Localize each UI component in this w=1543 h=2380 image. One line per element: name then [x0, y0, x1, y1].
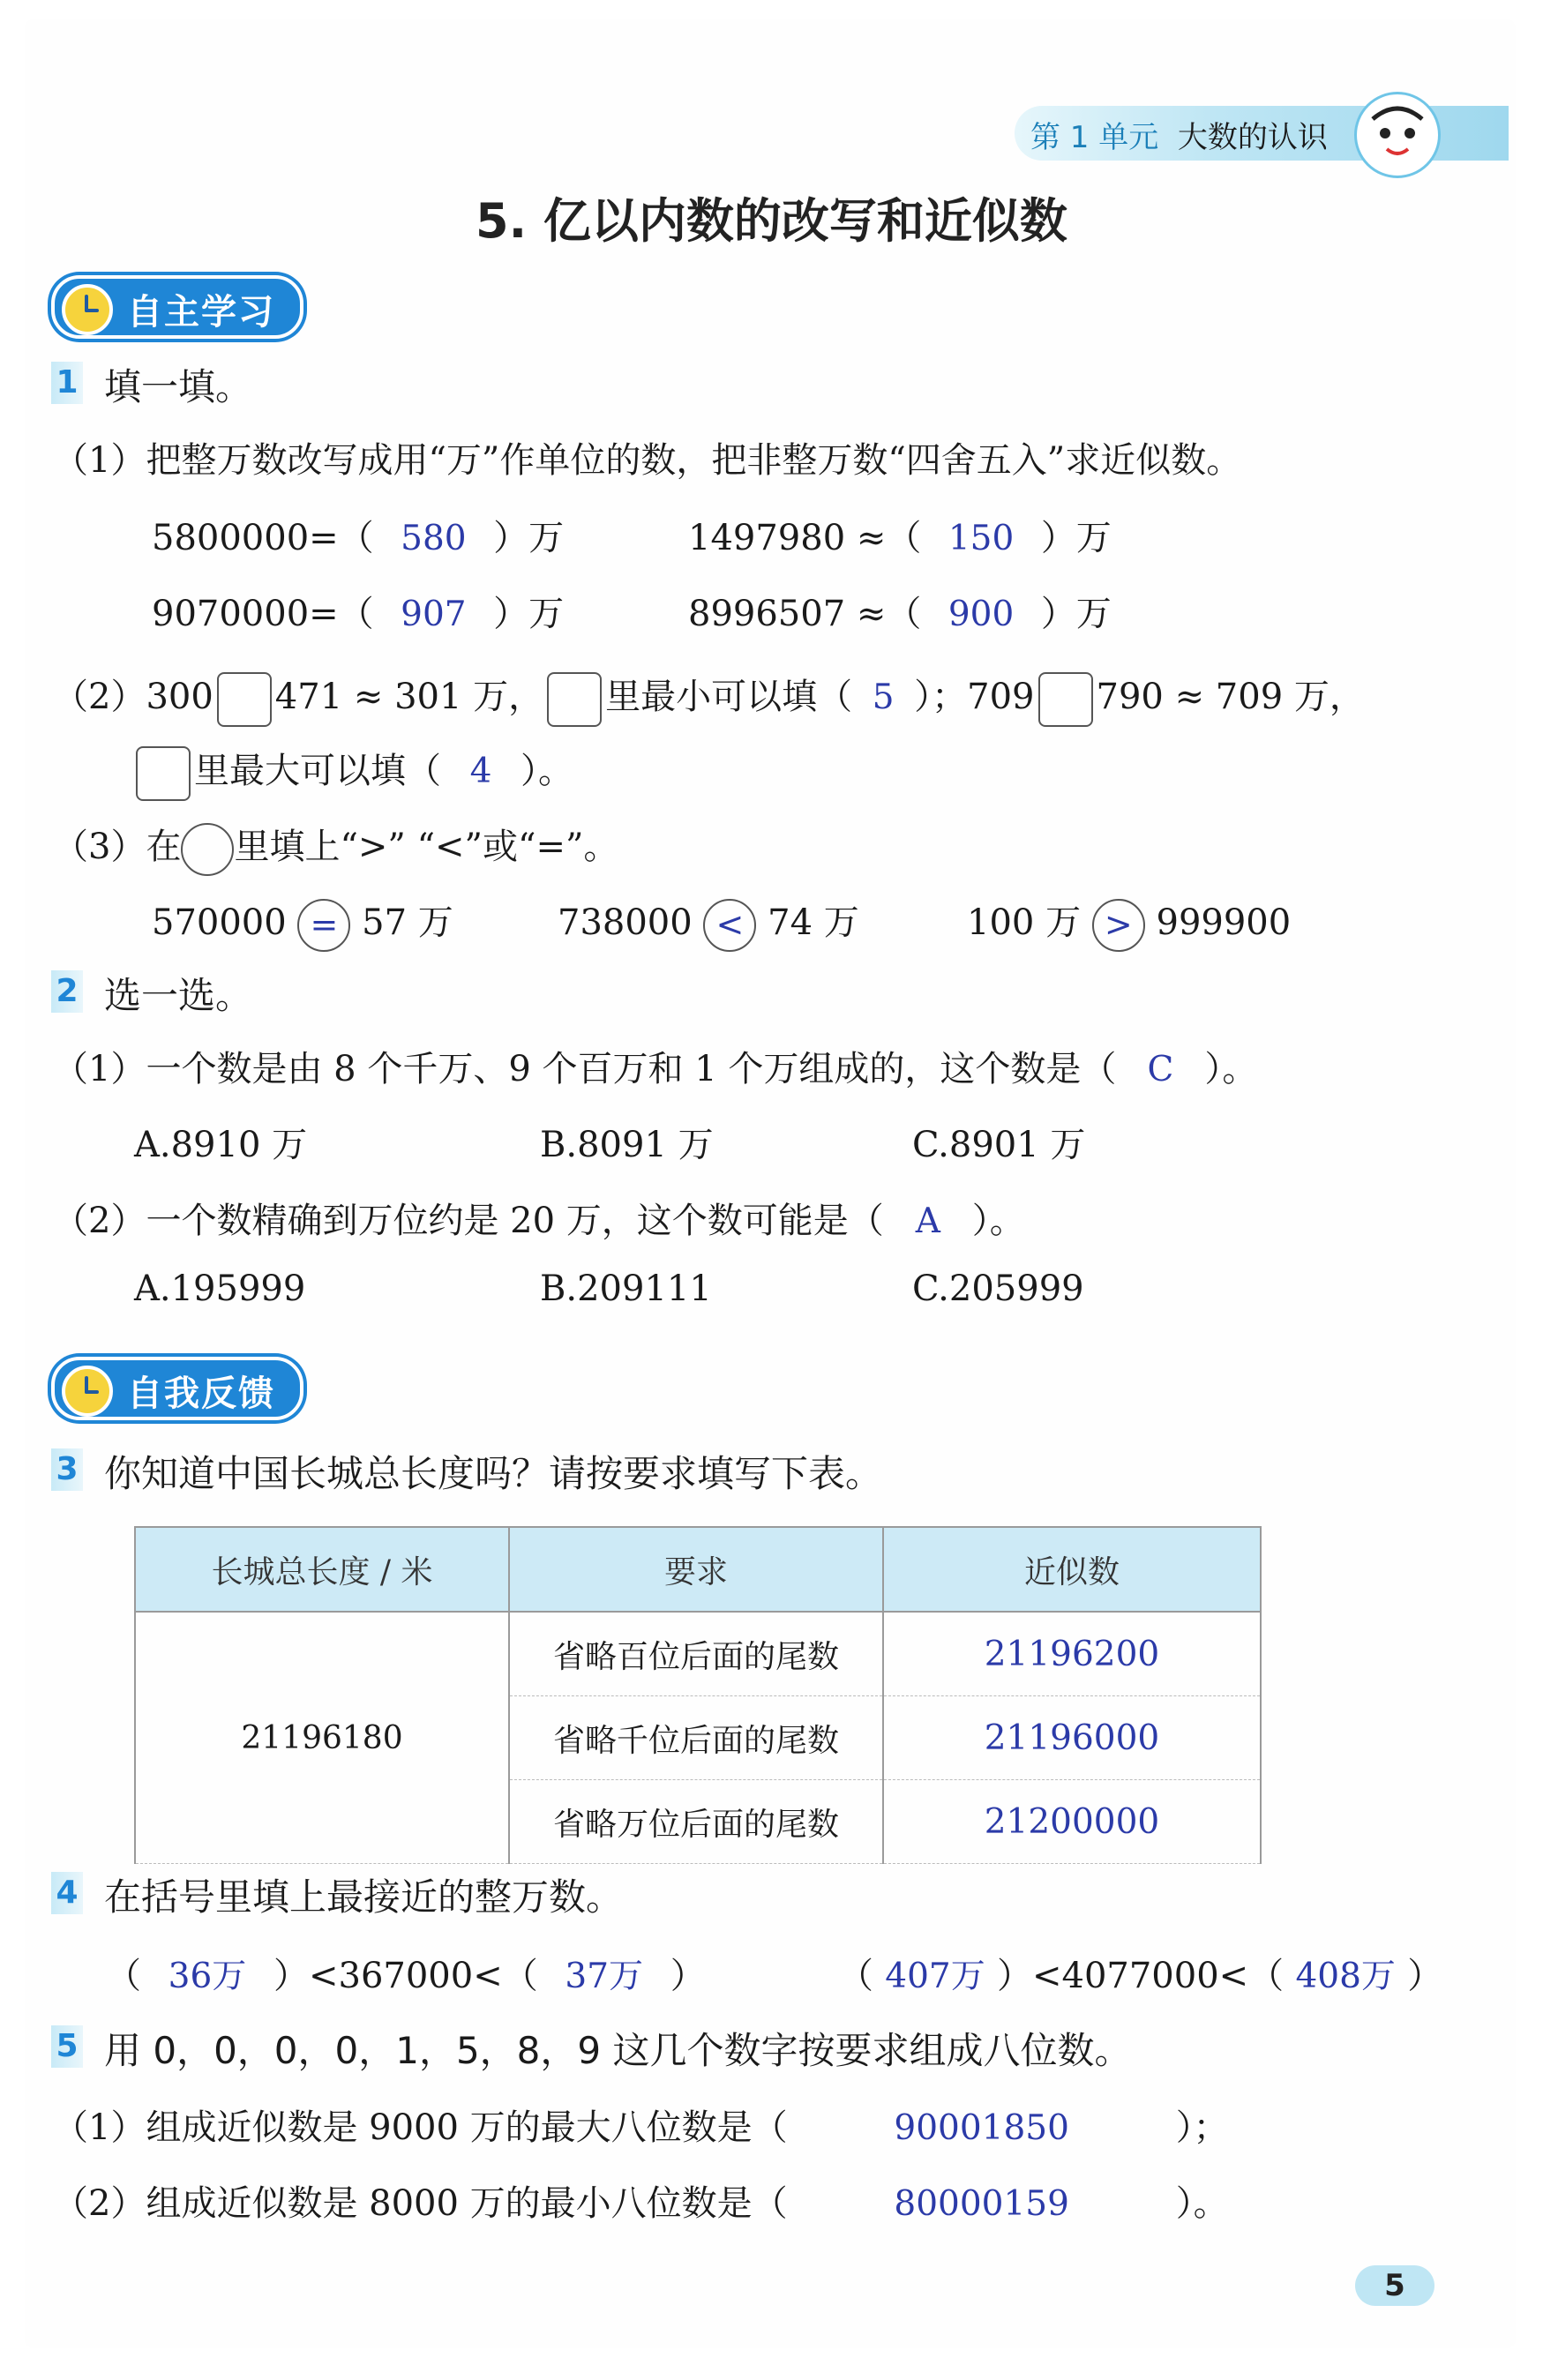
approx-cell: 21196200 — [883, 1612, 1261, 1696]
blank-box[interactable] — [217, 672, 272, 727]
answer: 150 — [948, 519, 1015, 558]
header-topic: 大数的认识 — [1177, 120, 1328, 155]
question-title: 你知道中国长城总长度吗？请按要求填写下表。 — [104, 1452, 883, 1495]
answer: 407万 — [885, 1957, 985, 1996]
answer: A — [915, 1201, 940, 1241]
text: （1）组成近似数是 9000 万的最大八位数是（ — [53, 2107, 788, 2148]
table-header: 近似数 — [883, 1527, 1261, 1612]
q4-right: （ 407万 ）<4077000<（ 408万 ） — [838, 1948, 1442, 1998]
q1-part2-line1 — [53, 669, 1365, 727]
unit: ）万 — [493, 594, 565, 634]
text: ）<367000<（ — [273, 1956, 538, 1996]
compare-circle[interactable]: = — [297, 899, 350, 952]
alarm-clock-icon — [62, 284, 113, 335]
compare-2 — [558, 894, 859, 952]
q1-row2-left — [152, 586, 564, 636]
question-title: 选一选。 — [104, 974, 253, 1017]
text: （2）一个数精确到万位约是 20 万，这个数可能是（ — [53, 1201, 884, 1241]
q4-left: （ 36万 ）<367000<（ 37万 ） — [106, 1948, 706, 1998]
blank-box[interactable] — [547, 672, 602, 727]
text: （1）一个数是由 8 个千万、9 个百万和 1 个万组成的，这个数是（ — [53, 1049, 1117, 1089]
question-number: 1 — [51, 362, 83, 404]
q1-row1-right — [688, 510, 1112, 560]
approx-cell: 21200000 — [883, 1780, 1261, 1864]
question-number: 4 — [51, 1872, 83, 1914]
q5-part2 — [53, 2175, 1229, 2226]
text: 里最小可以填（ — [605, 677, 853, 717]
q2-option-c1: C.8901 万 — [912, 1125, 1086, 1165]
text: 74 万 — [768, 902, 859, 943]
text: 999900 — [1156, 902, 1292, 943]
q1-row1-left — [152, 510, 564, 560]
question-number: 5 — [51, 2025, 83, 2068]
blank-circle[interactable] — [181, 823, 234, 876]
q2-part2 — [53, 1193, 1025, 1243]
answer: 907 — [401, 595, 467, 634]
q2-option-a2: A.195999 — [134, 1269, 306, 1309]
answer: 4 — [469, 752, 492, 791]
page-title: 5. 亿以内数的改写和近似数 — [476, 193, 1067, 249]
compare-circle[interactable]: < — [703, 899, 756, 952]
text: 738000 — [558, 902, 693, 943]
text: ）；709 — [914, 677, 1035, 717]
answer: 580 — [401, 519, 467, 558]
text: ）。 — [521, 751, 573, 791]
text: （2）300 — [53, 677, 213, 717]
text: 里最大可以填（ — [194, 751, 441, 791]
expr: 8996507 ≈（ — [688, 594, 922, 634]
text: 100 万 — [967, 902, 1082, 943]
table-header: 长城总长度 / 米 — [135, 1527, 509, 1612]
question-title: 填一填。 — [104, 365, 253, 408]
answer: 80000159 — [894, 2184, 1069, 2224]
requirement-cell: 省略千位后面的尾数 — [509, 1696, 883, 1780]
text: ）。 — [1204, 1049, 1258, 1089]
approx-cell: 21196000 — [883, 1696, 1261, 1780]
compare-3 — [967, 894, 1291, 952]
requirement-cell: 省略万位后面的尾数 — [509, 1780, 883, 1864]
blank-box[interactable] — [1038, 672, 1093, 727]
expr: 1497980 ≈（ — [688, 518, 922, 558]
section-label: 自我反馈 — [127, 1373, 275, 1414]
answer: 900 — [948, 595, 1015, 634]
text: （3）在 — [53, 827, 182, 867]
blank-box[interactable] — [136, 746, 191, 801]
compare-circle[interactable]: > — [1092, 899, 1145, 952]
q1-part2-line2 — [132, 743, 573, 801]
text: 570000 — [152, 902, 287, 943]
expr: 5800000=（ — [152, 518, 374, 558]
header-title — [1030, 113, 1328, 156]
text: ）； — [1175, 2107, 1229, 2148]
question-number: 3 — [51, 1448, 83, 1491]
page-number: 5 — [1355, 2265, 1434, 2306]
q1-row2-right — [688, 586, 1112, 636]
q2-option-a1: A.8910 万 — [134, 1125, 308, 1165]
text: 790 ≈ 709 万， — [1096, 677, 1365, 717]
section-label: 自主学习 — [127, 292, 275, 333]
q2-option-b1: B.8091 万 — [540, 1125, 714, 1165]
unit: ）万 — [493, 518, 565, 558]
text: ）。 — [1175, 2183, 1229, 2224]
question-title: 用 0，0，0，0，1，5，8，9 这几个数字按要求组成八位数。 — [104, 2029, 1132, 2072]
q1-part3-instruction — [53, 819, 618, 876]
answer: 5 — [872, 677, 895, 717]
question-title: 在括号里填上最接近的整万数。 — [104, 1875, 624, 1919]
answer: 408万 — [1295, 1957, 1396, 1996]
section-badge-self-study — [51, 275, 303, 339]
mascot-face-icon — [1354, 92, 1441, 178]
compare-1 — [152, 894, 453, 952]
section-badge-feedback — [51, 1357, 303, 1420]
header-unit: 第 1 单元 — [1030, 120, 1159, 155]
great-wall-table — [134, 1526, 1262, 1864]
unit: ）万 — [1040, 518, 1112, 558]
table-row — [135, 1612, 1261, 1696]
alarm-clock-icon — [62, 1366, 113, 1417]
expr: 9070000=（ — [152, 594, 374, 634]
answer: 36万 — [168, 1957, 247, 1996]
q1-part1-instruction: （1）把整万数改写成用“万”作单位的数，把非整万数“四舍五入”求近似数。 — [53, 440, 1242, 481]
answer: 37万 — [565, 1957, 644, 1996]
text: ）<4077000<（ — [997, 1956, 1285, 1996]
answer: C — [1147, 1050, 1174, 1089]
q5-part1 — [53, 2099, 1229, 2150]
length-cell: 21196180 — [135, 1612, 509, 1864]
q2-part1 — [53, 1041, 1257, 1091]
requirement-cell: 省略百位后面的尾数 — [509, 1612, 883, 1696]
answer: 90001850 — [894, 2108, 1069, 2148]
q2-option-b2: B.209111 — [540, 1269, 712, 1309]
text: 471 ≈ 301 万， — [274, 677, 544, 717]
text: （2）组成近似数是 8000 万的最小八位数是（ — [53, 2183, 788, 2224]
text: 57 万 — [362, 902, 453, 943]
table-header: 要求 — [509, 1527, 883, 1612]
question-number: 2 — [51, 970, 83, 1013]
text: ）。 — [971, 1201, 1025, 1241]
q2-option-c2: C.205999 — [912, 1269, 1084, 1309]
text: 里填上“>” “<”或“=”。 — [234, 827, 619, 867]
unit: ）万 — [1040, 594, 1112, 634]
